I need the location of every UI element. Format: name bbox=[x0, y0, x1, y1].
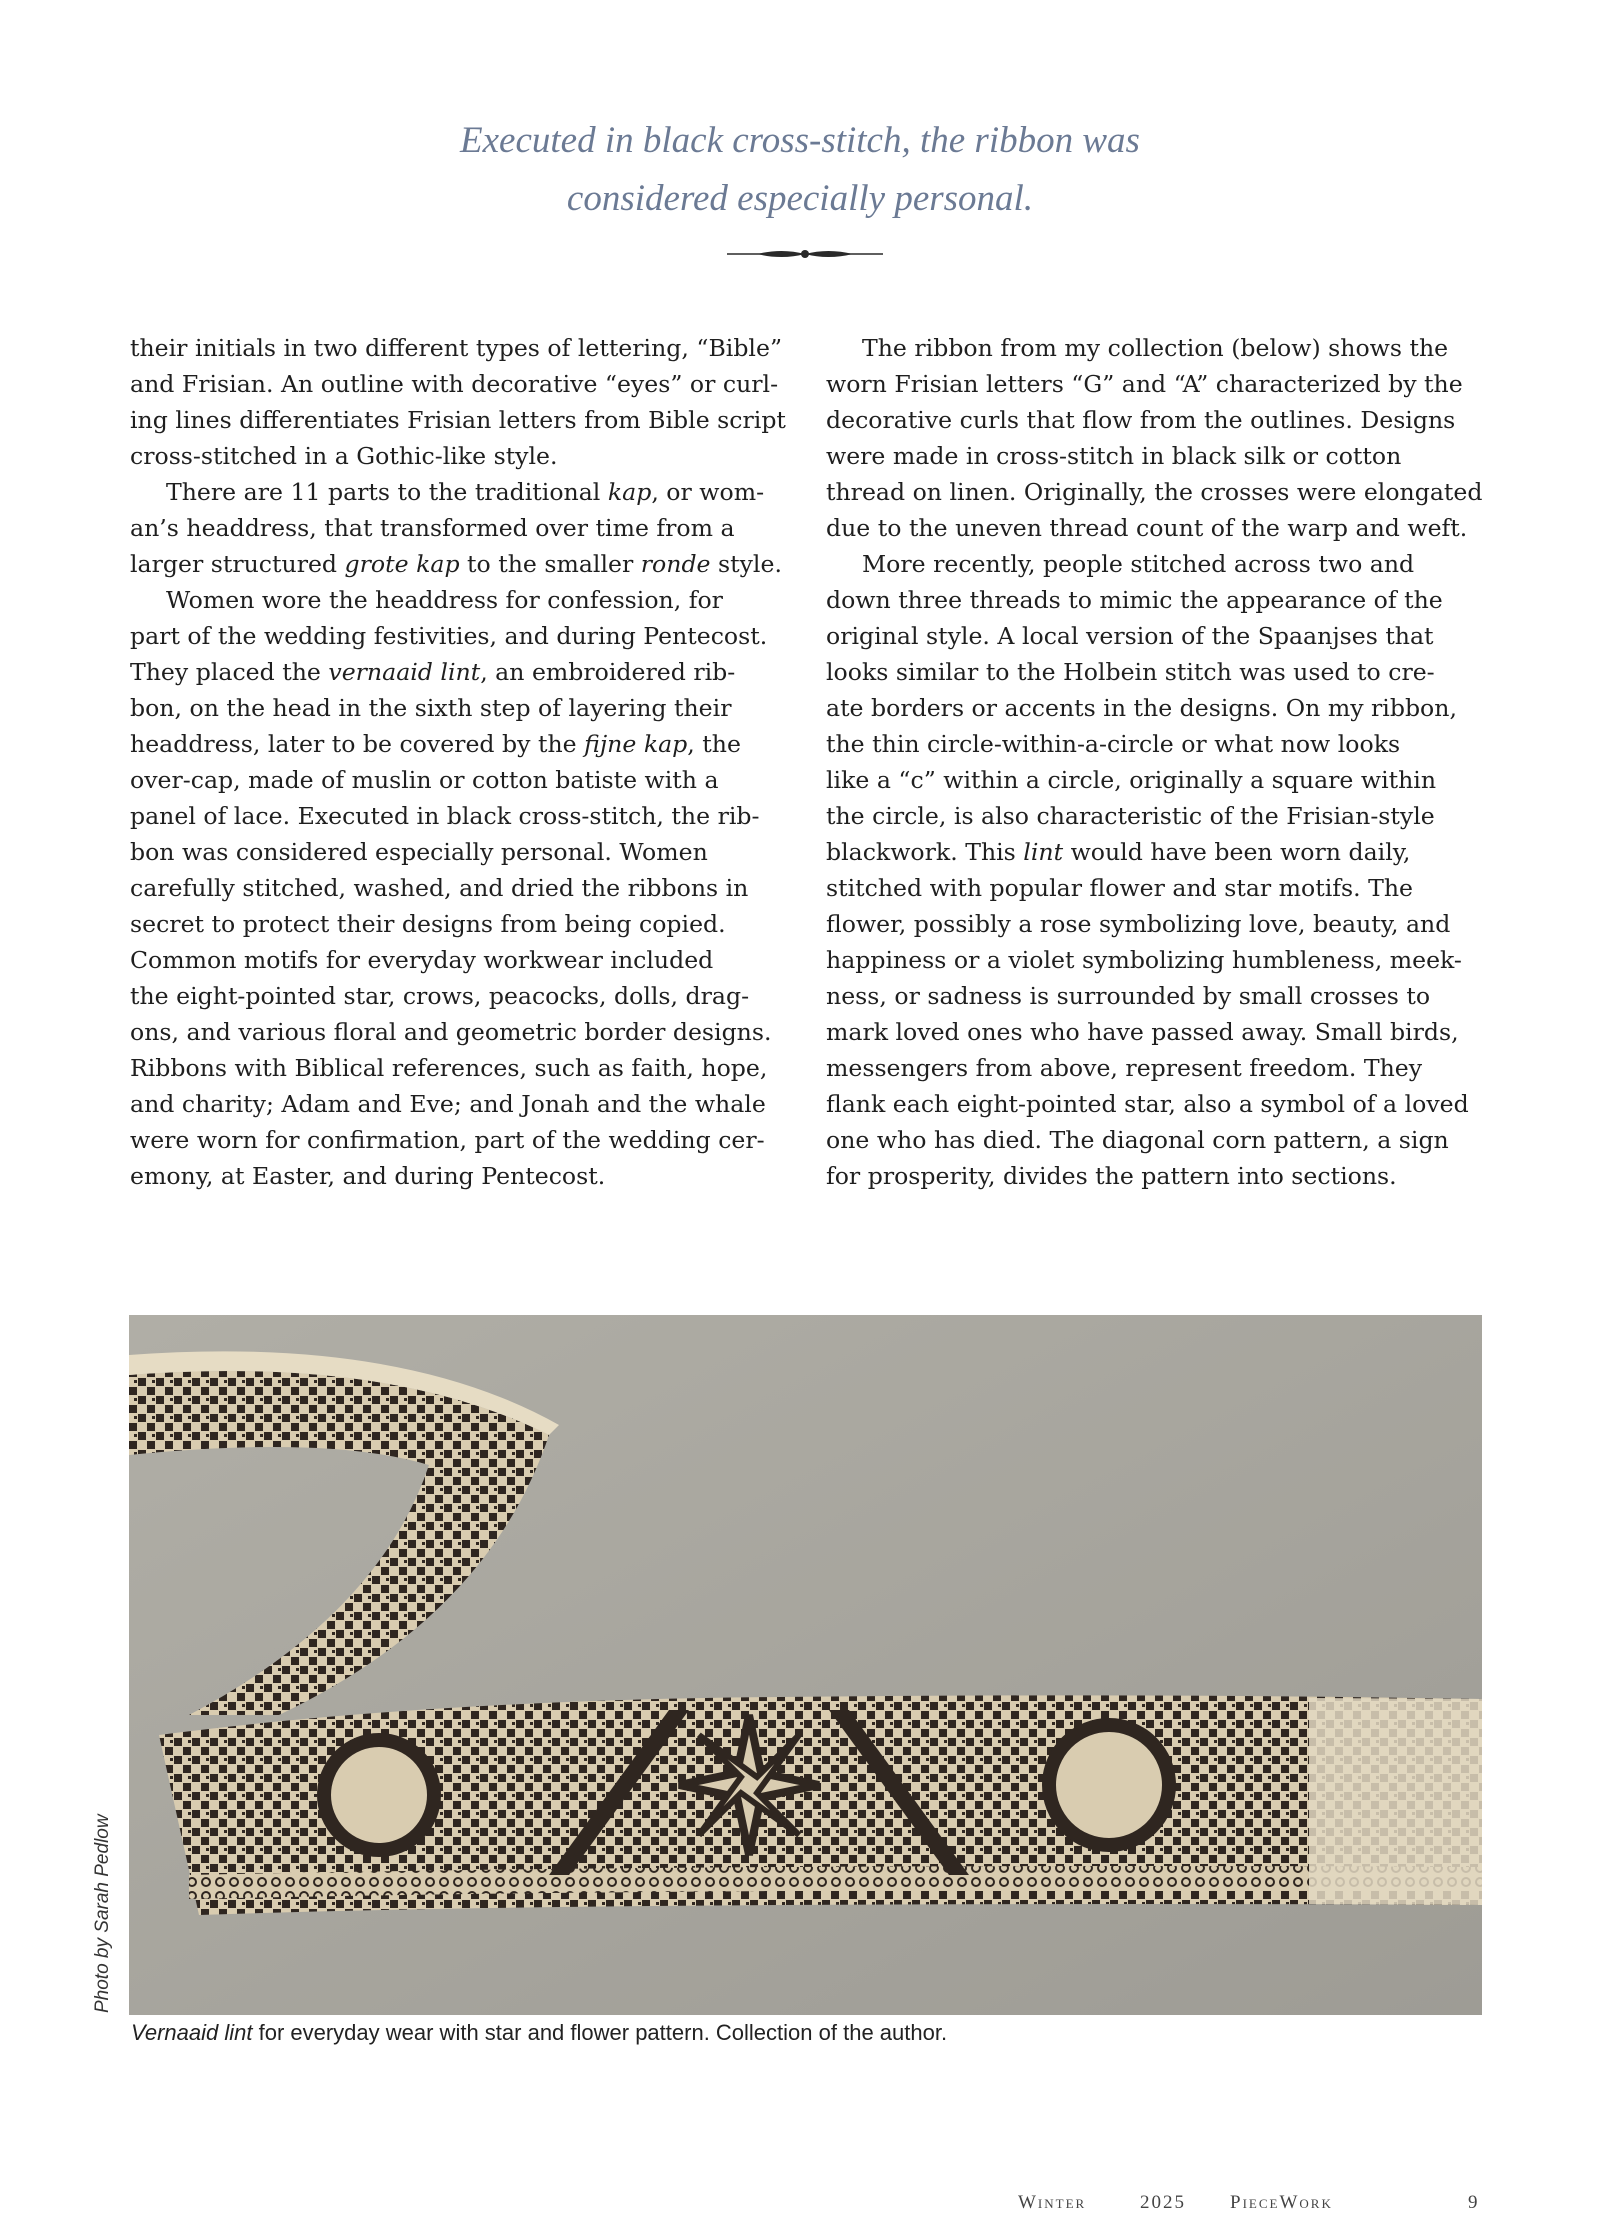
text-line: for prosperity, divides the pattern into sections. bbox=[826, 1162, 1397, 1190]
text-line: bon, on the head in the sixth step of layering their bbox=[130, 694, 732, 722]
text-line: were worn for confirmation, part of the wedding cer- bbox=[130, 1126, 765, 1154]
photo-caption bbox=[131, 2020, 947, 2046]
italic-term: kap bbox=[607, 478, 652, 506]
text-line: looks similar to the Holbein stitch was used to cre- bbox=[826, 658, 1435, 686]
footer-season: Winter bbox=[1018, 2192, 1087, 2213]
eight-pointed-star-icon bbox=[679, 1715, 819, 1855]
flower-motif-icon bbox=[1049, 1725, 1169, 1845]
paragraph bbox=[130, 330, 785, 474]
caption-italic: Vernaaid lint bbox=[131, 2020, 253, 2045]
text-line: like a “c” within a circle, originally a square within bbox=[826, 766, 1437, 794]
text-line: happiness or a violet symbolizing humbleness, meek- bbox=[826, 946, 1462, 974]
footer-year: 2025 bbox=[1140, 2192, 1186, 2213]
text-line: ate borders or accents in the designs. On my ribbon, bbox=[826, 694, 1457, 722]
text-run: blackwork. This bbox=[826, 838, 1024, 866]
text-line: an’s headdress, that transformed over time from a bbox=[130, 514, 735, 542]
photo-credit: Photo by Sarah Pedlow bbox=[92, 1814, 113, 2013]
flower-motif-icon bbox=[324, 1740, 434, 1850]
italic-term: lint bbox=[1023, 838, 1064, 866]
text-line: The ribbon from my collection (below) shows the bbox=[862, 334, 1449, 362]
text-line: the thin circle-within-a-circle or what now looks bbox=[826, 730, 1401, 758]
text-line: flank each eight-pointed star, also a symbol of a loved bbox=[826, 1090, 1469, 1118]
text-run: There are 11 parts to the traditional bbox=[166, 478, 608, 506]
text-line: stitched with popular flower and star motifs. The bbox=[826, 874, 1414, 902]
text-line: flower, possibly a rose symbolizing love, beauty, and bbox=[826, 910, 1451, 938]
pull-quote bbox=[360, 112, 1240, 228]
text-line: over-cap, made of muslin or cotton batiste with a bbox=[130, 766, 719, 794]
text-run: , the bbox=[687, 730, 741, 758]
text-line: panel of lace. Executed in black cross-stitch, the rib- bbox=[130, 802, 760, 830]
text-run: larger structured bbox=[130, 550, 345, 578]
text-line: due to the uneven thread count of the warp and weft. bbox=[826, 514, 1468, 542]
italic-term: ronde bbox=[640, 550, 711, 578]
text-line bbox=[826, 834, 1481, 870]
text-run: They placed the bbox=[130, 658, 329, 686]
text-line: one who has died. The diagonal corn pattern, a sign bbox=[826, 1126, 1449, 1154]
text-line: and charity; Adam and Eve; and Jonah and the whale bbox=[130, 1090, 766, 1118]
text-run: headdress, later to be covered by the bbox=[130, 730, 585, 758]
text-line: ness, or sadness is surrounded by small crosses to bbox=[826, 982, 1431, 1010]
paragraph bbox=[130, 582, 785, 1194]
text-line: emony, at Easter, and during Pentecost. bbox=[130, 1162, 606, 1190]
text-line: thread on linen. Originally, the crosses were elongated bbox=[826, 478, 1483, 506]
italic-term: grote kap bbox=[344, 550, 460, 578]
text-line: down three threads to mimic the appearance of the bbox=[826, 586, 1443, 614]
paragraph bbox=[130, 474, 785, 582]
text-run: style. bbox=[710, 550, 782, 578]
text-run: , or wom- bbox=[651, 478, 765, 506]
paragraph bbox=[826, 546, 1481, 1194]
text-line: messengers from above, represent freedom. They bbox=[826, 1054, 1423, 1082]
text-line bbox=[130, 726, 785, 762]
text-line: cross-stitched in a Gothic-like style. bbox=[130, 442, 558, 470]
text-line: their initials in two different types of lettering, “Bible” bbox=[130, 334, 783, 362]
text-line bbox=[130, 546, 785, 582]
page-number: 9 bbox=[1468, 2192, 1480, 2213]
text-line: carefully stitched, washed, and dried the ribbons in bbox=[130, 874, 749, 902]
text-line: the eight-pointed star, crows, peacocks, dolls, drag- bbox=[130, 982, 750, 1010]
text-line: ons, and various floral and geometric border designs. bbox=[130, 1018, 772, 1046]
left-column bbox=[130, 330, 785, 1194]
text-line: secret to protect their designs from being copied. bbox=[130, 910, 726, 938]
text-line: More recently, people stitched across two and bbox=[862, 550, 1415, 578]
text-line: worn Frisian letters “G” and “A” characterized by the bbox=[826, 370, 1463, 398]
text-line: Women wore the headdress for confession, for bbox=[166, 586, 723, 614]
italic-term: fijne kap bbox=[584, 730, 688, 758]
italic-term: vernaaid lint bbox=[328, 658, 481, 686]
text-line: and Frisian. An outline with decorative “eyes” or curl- bbox=[130, 370, 779, 398]
text-line: Common motifs for everyday workwear included bbox=[130, 946, 714, 974]
ribbon-photo bbox=[129, 1315, 1482, 2015]
text-run: , an embroidered rib- bbox=[480, 658, 736, 686]
text-line: original style. A local version of the Spaanjses that bbox=[826, 622, 1434, 650]
right-column bbox=[826, 330, 1481, 1194]
text-line bbox=[130, 654, 785, 690]
caption-text: for everyday wear with star and flower pattern. Collection of the author. bbox=[252, 2020, 948, 2045]
text-line: mark loved ones who have passed away. Small birds, bbox=[826, 1018, 1459, 1046]
text-line: ing lines differentiates Frisian letters from Bible script bbox=[130, 406, 786, 434]
text-line: were made in cross-stitch in black silk or cotton bbox=[826, 442, 1402, 470]
pull-quote-line-1: Executed in black cross-stitch, the ribbon was bbox=[460, 120, 1140, 161]
text-line: Ribbons with Biblical references, such as faith, hope, bbox=[130, 1054, 768, 1082]
text-run: to the smaller bbox=[459, 550, 641, 578]
text-line: part of the wedding festivities, and during Pentecost. bbox=[130, 622, 768, 650]
text-line: the circle, is also characteristic of the Frisian-style bbox=[826, 802, 1435, 830]
footer-magazine: PieceWork bbox=[1230, 2192, 1333, 2213]
text-line: bon was considered especially personal. Women bbox=[130, 838, 708, 866]
ribbon-illustration bbox=[129, 1315, 1482, 2015]
text-line: decorative curls that flow from the outlines. Designs bbox=[826, 406, 1456, 434]
text-line bbox=[130, 474, 785, 510]
paragraph bbox=[826, 330, 1481, 546]
pull-quote-line-2: considered especially personal. bbox=[566, 178, 1034, 219]
text-run: would have been worn daily, bbox=[1063, 838, 1411, 866]
ornament-divider-icon bbox=[727, 247, 883, 261]
